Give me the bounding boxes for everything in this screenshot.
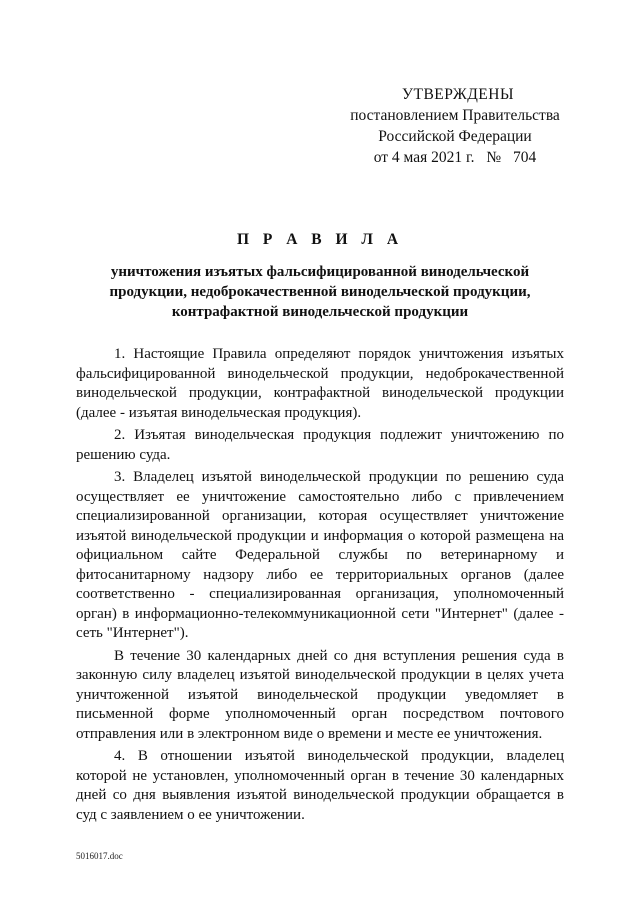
approval-block <box>330 84 580 168</box>
subtitle-line: контрафактной винодельческой продукции <box>171 304 469 320</box>
document-subtitle <box>90 262 550 322</box>
paragraph-4: 4. В отношении изъятой винодельческой продукции, владелец которой не установлен, уполномоченный орган в течение 30 календарных дней со дня выявления изъятой винодельческой продукции обращается в суд с заявлением о ее уничтожении. <box>76 748 564 823</box>
subtitle-line: уничтожения изъятых фальсифицированной винодельческой <box>110 264 530 280</box>
approval-number: 704 <box>513 149 537 166</box>
paragraph-1: 1. Настоящие Правила определяют порядок уничтожения изъятых фальсифицированной винодельческой продукции, недоброкачественной винодельческой продукции, контрафактной винодельческой продукции (далее - изъятая винодельческая продукция). <box>76 346 564 421</box>
approval-date: от 4 мая 2021 г. <box>373 149 475 166</box>
approval-date-line <box>330 147 580 168</box>
file-code: 5016017.doc <box>76 851 123 861</box>
approval-line-2: Российской Федерации <box>378 128 532 145</box>
subtitle-line: продукции, недоброкачественной винодельческой продукции, <box>109 284 531 300</box>
approval-heading: УТВЕРЖДЕНЫ <box>402 86 514 103</box>
paragraph-3-continuation: В течение 30 календарных дней со дня вступления решения суда в законную силу владелец изъятой винодельческой продукции в целях учета уничтоженной изъятой винодельческой продукции уведомляет в письменной форме уполномоченный орган посредством почтового отправления или в электронном виде о времени и месте ее уничтожения. <box>76 647 564 742</box>
paragraph-2: 2. Изъятая винодельческая продукция подлежит уничтожению по решению суда. <box>76 427 564 463</box>
document-body <box>76 345 564 825</box>
document-title: П Р А В И Л А <box>236 231 404 248</box>
approval-line-1: постановлением Правительства <box>350 107 560 124</box>
paragraph-3: 3. Владелец изъятой винодельческой продукции по решению суда осуществляет ее уничтожение самостоятельно либо с привлечением специализированной организации, которая осуществляет уничтожение изъятой винодельческой продукции и информация о которой размещена на официальном сайте Федеральной службы по ветеринарному и фитосанитарному надзору либо ее территориальных органов (далее соответственно - специализированная организация, уполномоченный орган) в информационно-телекоммуникационной сети "Интернет" (далее - сеть "Интернет"). <box>76 469 564 641</box>
approval-number-sign: № <box>486 149 502 166</box>
